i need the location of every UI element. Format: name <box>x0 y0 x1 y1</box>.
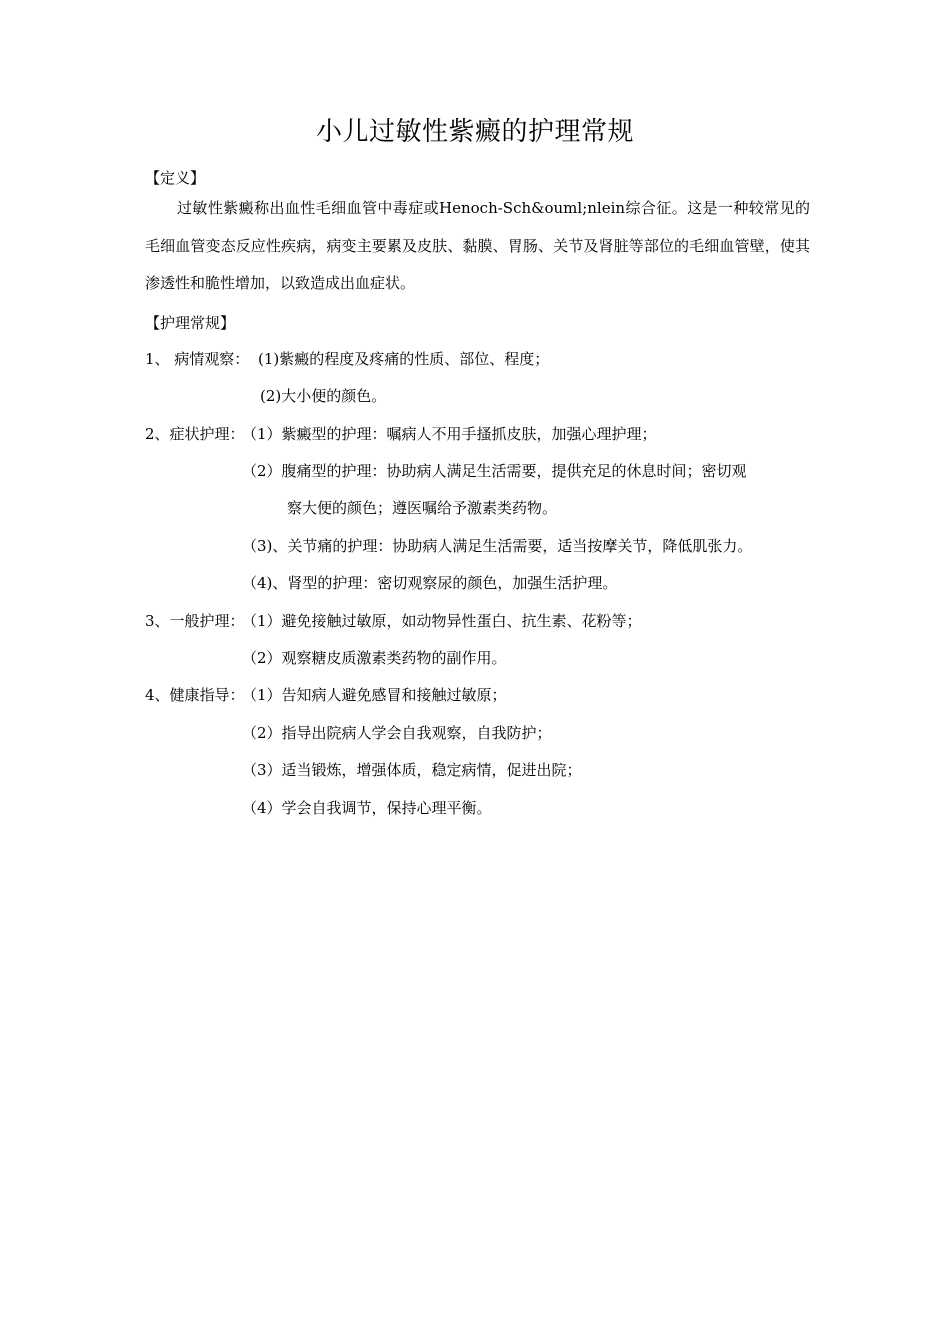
section-4-item: （2）指导出院病人学会自我观察，自我防护； <box>242 724 552 742</box>
section-1-label: 1、 病情观察： <box>145 350 250 368</box>
section-1-item: (1)紫癜的程度及疼痛的性质、部位、程度； <box>258 350 550 368</box>
section-4-item: （4）学会自我调节，保持心理平衡。 <box>242 799 492 817</box>
page-title: 小儿过敏性紫癜的护理常规 <box>315 117 634 147</box>
definition-heading: 【定义】 <box>145 169 206 187</box>
section-4-item: （3）适当锻炼，增强体质，稳定病情，促进出院； <box>242 761 582 779</box>
section-4-item: （1）告知病人避免感冒和接触过敏原； <box>242 686 507 704</box>
section-2-item: （4)、肾型的护理：密切观察尿的颜色，加强生活护理。 <box>242 574 618 592</box>
section-2-item: （3)、关节痛的护理：协助病人满足生活需要，适当按摩关节，降低肌张力。 <box>242 537 753 555</box>
section-2-item-continued: 察大便的颜色；遵医嘱给予激素类药物。 <box>287 499 558 517</box>
definition-paragraph: 过敏性紫癜称出血性毛细血管中毒症或Henoch-Sch&ouml;nlein综合征。这是一种较常见的毛细血管变态反应性疾病，病变主要累及皮肤、黏膜、胃肠、关节及肾脏等部位的毛细血管壁，使其渗透性和脆性增加，以致造成出血症状。 <box>145 199 810 292</box>
section-3-item: （1）避免接触过敏原，如动物异性蛋白、抗生素、花粉等； <box>242 612 642 630</box>
care-heading: 【护理常规】 <box>145 314 236 332</box>
section-2-item: （2）腹痛型的护理：协助病人满足生活需要，提供充足的休息时间；密切观 <box>242 462 747 480</box>
section-1-item: (2)大小便的颜色。 <box>260 387 387 405</box>
section-3-item: （2）观察糖皮质激素类药物的副作用。 <box>242 649 507 667</box>
section-2-item: （1）紫癜型的护理：嘱病人不用手搔抓皮肤，加强心理护理； <box>242 425 657 443</box>
section-3-label: 3、一般护理： <box>145 612 245 630</box>
section-2-label: 2、症状护理： <box>145 425 245 443</box>
section-4-label: 4、健康指导： <box>145 686 245 704</box>
